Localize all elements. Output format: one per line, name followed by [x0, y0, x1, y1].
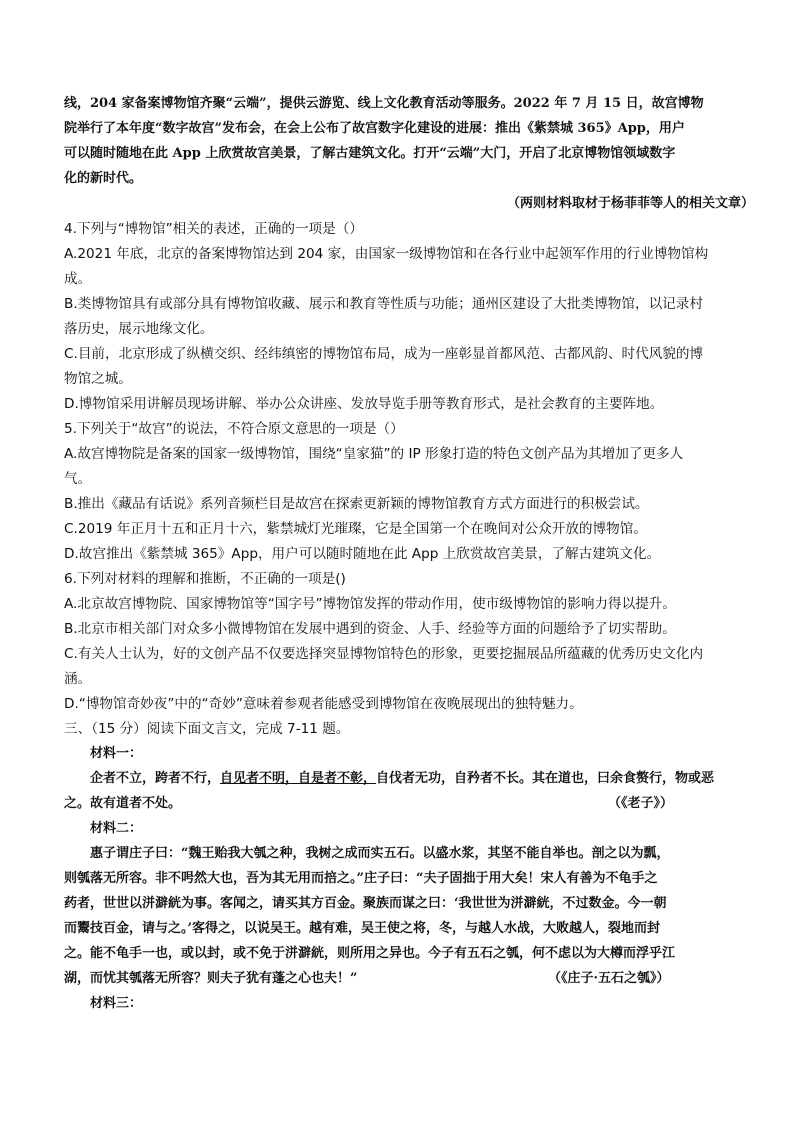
intro-source: （两则材料取材于杨菲菲等人的相关文章）	[506, 196, 754, 211]
material-1-label: 材料一：	[90, 746, 143, 761]
material-1-underlined: 自见者不明，自是者不彰，	[220, 771, 377, 786]
material-3-label: 材料三：	[90, 996, 143, 1011]
material-2-label: 材料二：	[90, 821, 143, 836]
q4-option-c-cont: 物馆之城。	[64, 371, 132, 387]
intro-line-2: 院举行了本年度“数字故宫”发布会，在会上公布了故宫数字化建设的进展：推出《紫禁城 365》App，用户	[64, 121, 685, 136]
material-2-line-2: 则瓠落无所容。非不呺然大也，吾为其无用而掊之。”庄子曰：“夫子固拙于用大矣！宋人有善为不龟手之	[64, 871, 658, 886]
material-1-line-1	[90, 767, 760, 786]
q4-option-b: B.类博物馆具有或部分具有博物馆收藏、展示和教育等性质与功能；通州区建设了大批类博物馆，以记录村	[64, 296, 703, 312]
q5-option-d: D.故宫推出《紫禁城 365》App，用户可以随时随地在此 App 上欣赏故宫美景，了解古建筑文化。	[64, 546, 661, 562]
q6-option-c: C.有关人士认为，好的文创产品不仅要选择突显博物馆特色的形象，更要挖掘展品所蕴藏的优秀历史文化内	[64, 646, 704, 662]
material-1-text-a: 企者不立，跨者不行，	[90, 771, 221, 786]
intro-line-1: 线，204 家备案博物馆齐聚“云端”，提供云游览、线上文化教育活动等服务。2022 年 7 月 15 日，故宫博物	[64, 96, 704, 111]
material-1-text-b: 自伐者无功，自矜者不长。其在道也，曰余食赘行，物或恶	[376, 771, 715, 786]
q4-option-a-cont: 成。	[64, 271, 92, 287]
intro-line-4: 化的新时代。	[64, 171, 143, 186]
material-2-line-4: 而鬻技百金，请与之。’客得之，以说吴王。越有难，吴王使之将，冬，与越人水战，大败越人，裂地而封	[64, 921, 661, 936]
q6-option-b: B.北京市相关部门对众多小微博物馆在发展中遇到的资金、人手、经验等方面的问题给予了切实帮助。	[64, 621, 676, 637]
q4-option-b-cont: 落历史，展示地缘文化。	[64, 321, 214, 337]
material-1-line-2: 之。故有道者不处。	[64, 796, 182, 811]
q5-option-b: B.推出《藏品有话说》系列音频栏目是故宫在探索更新颖的博物馆教育方式方面进行的积极尝试。	[64, 496, 649, 512]
q4-option-a: A.2021 年底，北京的备案博物馆达到 204 家，由国家一级博物馆和在各行业中起领军作用的行业博物馆构	[64, 246, 709, 262]
material-2-line-3: 药者，世世以洴澼絖为事。客闻之，请买其方百金。聚族而谋之曰：‘我世世为洴澼絖，不过数金。今一朝	[64, 896, 667, 911]
q6-option-c-cont: 涵。	[64, 671, 92, 687]
section-3-heading: 三、（15 分）阅读下面文言文，完成 7-11 题。	[64, 721, 350, 737]
q4-stem: 4.下列与“博物馆”相关的表述，正确的一项是（）	[64, 221, 363, 237]
material-1-source: （《老子》）	[608, 796, 674, 811]
q6-stem: 6.下列对材料的理解和推断，不正确的一项是()	[64, 571, 346, 587]
q5-option-c: C.2019 年正月十五和正月十六，紫禁城灯光璀璨，它是全国第一个在晚间对公众开放的博物馆。	[64, 521, 647, 537]
q5-stem: 5.下列关于“故宫”的说法，不符合原文意思的一项是（）	[64, 421, 404, 437]
material-2-line-6: 湖，而忧其瓠落无所容？则夫子犹有蓬之心也夫！”	[64, 971, 358, 986]
intro-line-3: 可以随时随地在此 App 上欣赏故宫美景，了解古建筑文化。打开“云端”大门，开启了北京博物馆领域数字	[64, 146, 676, 161]
q4-option-c: C.目前，北京形成了纵横交织、经纬缜密的博物馆布局，成为一座彰显首都风范、古都风韵、时代风貌的博	[64, 346, 704, 362]
material-2-line-1: 惠子谓庄子曰：“魏王贻我大瓠之种，我树之成而实五石。以盛水浆，其坚不能自举也。剖之以为瓢，	[90, 846, 670, 861]
q5-option-a: A.故宫博物院是备案的国家一级博物馆，围绕“皇家猫”的 IP 形象打造的特色文创产品为其增加了更多人	[64, 446, 684, 462]
q6-option-a: A.北京故宫博物院、国家博物馆等“国字号”博物馆发挥的带动作用，使市级博物馆的影响力得以提升。	[64, 596, 676, 612]
material-2-line-5: 之。能不龟手一也，或以封，或不免于洴澼絖，则所用之异也。今子有五石之瓠，何不虑以为大樽而浮乎江	[64, 946, 676, 961]
material-2-source: （《庄子·五石之瓠》）	[548, 971, 670, 986]
q6-option-d: D.“博物馆奇妙夜”中的“奇妙”意味着参观者能感受到博物馆在夜晚展现出的独特魅力。	[64, 696, 583, 712]
q4-option-d: D.博物馆采用讲解员现场讲解、举办公众讲座、发放导览手册等教育形式，是社会教育的主要阵地。	[64, 396, 664, 412]
q5-option-a-cont: 气。	[64, 471, 92, 487]
